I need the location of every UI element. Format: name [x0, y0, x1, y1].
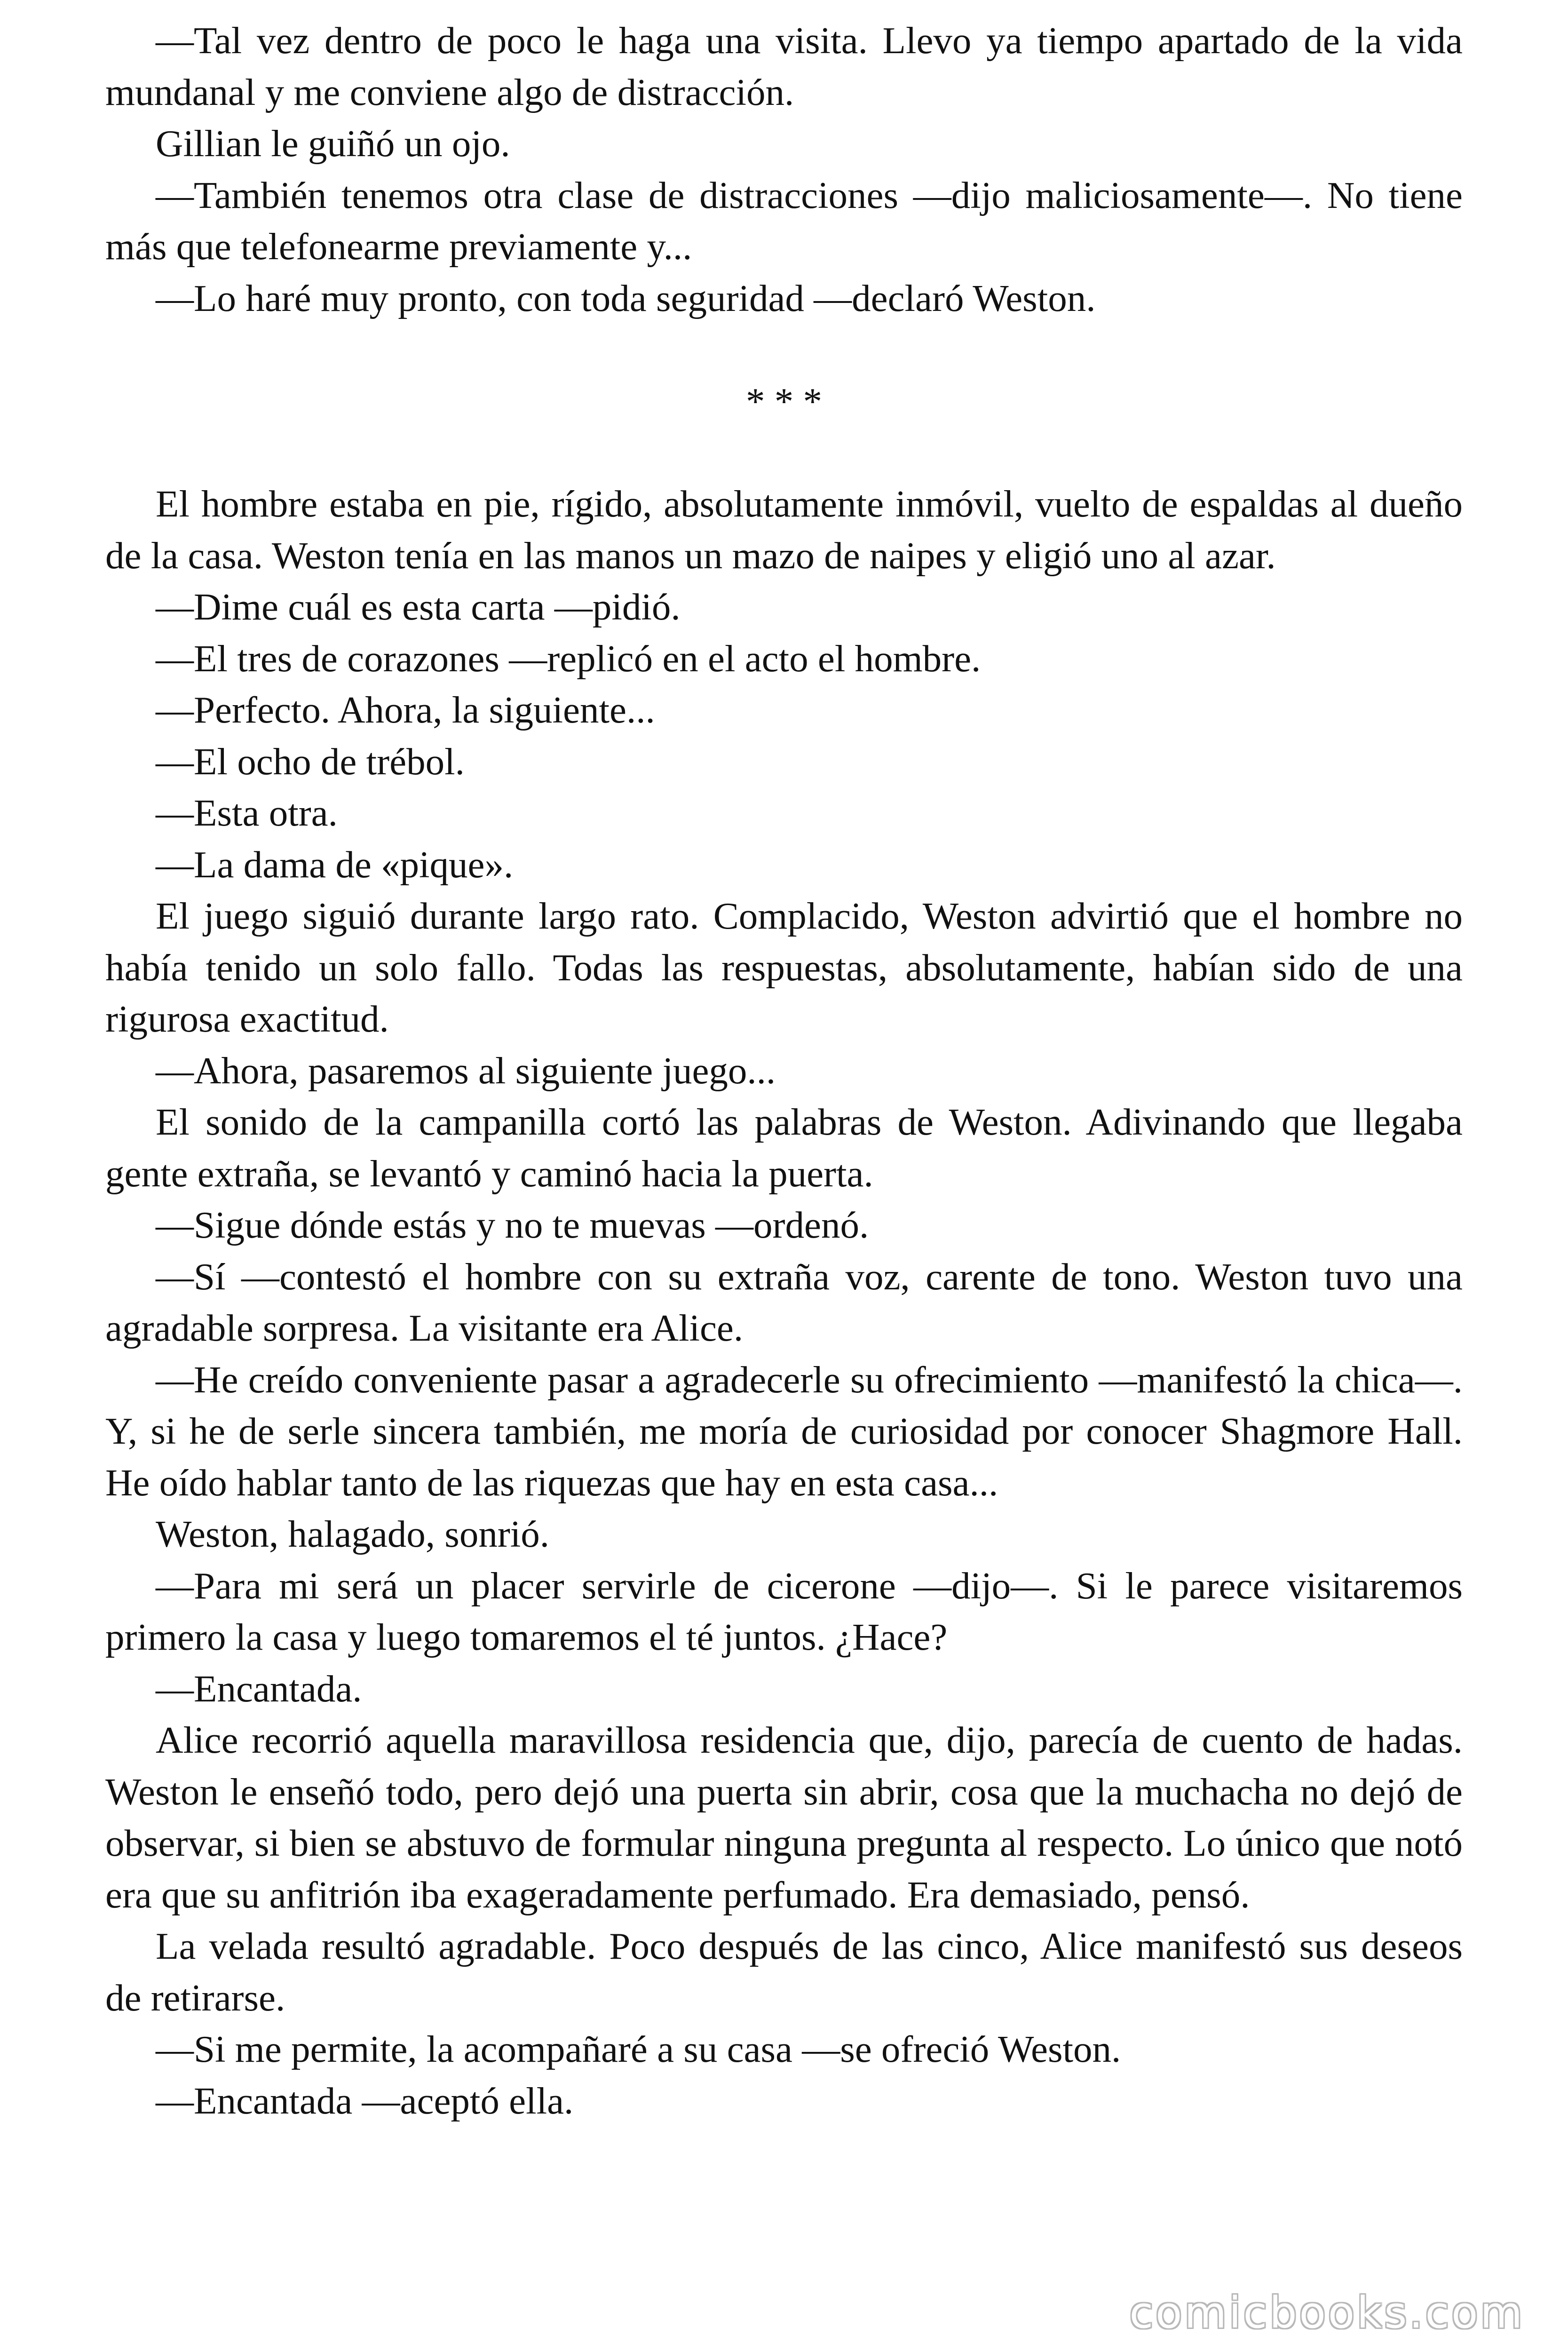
paragraph: —Sí —contestó el hombre con su extraña voz, carente de tono. Weston tuvo una agradable sorpresa. La visitante era Alice.: [105, 1255, 1463, 1349]
paragraph: —Perfecto. Ahora, la siguiente...: [156, 689, 655, 731]
paragraph: Weston, halagado, sonrió.: [156, 1513, 550, 1555]
paragraph: Alice recorrió aquella maravillosa residencia que, dijo, parecía de cuento de hadas. Weston le enseñó todo, pero dejó una puerta sin abrir, cosa que la muchacha no dejó de observar, si bien se abstuvo de formular ninguna pregunta al respecto. Lo único que notó era que su anfitrión iba exageradamente perfumado. Era demasiado, pensó.: [105, 1719, 1463, 1916]
paragraph: El hombre estaba en pie, rígido, absolutamente inmóvil, vuelto de espaldas al dueño de la casa. Weston tenía en las manos un mazo de naipes y eligió uno al azar.: [105, 483, 1463, 577]
paragraph: —También tenemos otra clase de distracciones —dijo maliciosamente—. No tiene más que telefonearme previamente y...: [105, 174, 1463, 268]
paragraph: —El ocho de trébol.: [156, 740, 465, 783]
paragraph: El juego siguió durante largo rato. Complacido, Weston advirtió que el hombre no había tenido un solo fallo. Todas las respuestas, absolutamente, habían sido de una rigurosa exactitud.: [105, 895, 1463, 1040]
paragraph: El sonido de la campanilla cortó las palabras de Weston. Adivinando que llegaba gente extraña, se levantó y caminó hacia la puerta.: [105, 1101, 1463, 1195]
paragraph: La velada resultó agradable. Poco después de las cinco, Alice manifestó sus deseos de retirarse.: [105, 1925, 1463, 2019]
paragraph: —He creído conveniente pasar a agradecerle su ofrecimiento —manifestó la chica—. Y, si he de serle sincera también, me moría de curiosidad por conocer Shagmore Hall. He oído hablar tanto de las riquezas que hay en esta casa...: [105, 1358, 1463, 1504]
paragraph: —El tres de corazones —replicó en el acto el hombre.: [156, 637, 981, 680]
site-watermark: comicbooks.com: [1129, 2288, 1525, 2338]
paragraph: —Encantada —aceptó ella.: [156, 2079, 574, 2122]
paragraph: —Si me permite, la acompañaré a su casa —se ofreció Weston.: [156, 2028, 1121, 2070]
body-text: [105, 15, 1463, 2127]
paragraph: —La dama de «pique».: [156, 843, 514, 886]
paragraph: —Tal vez dentro de poco le haga una visita. Llevo ya tiempo apartado de la vida mundanal y me conviene algo de distracción.: [105, 19, 1463, 113]
paragraph: —Lo haré muy pronto, con toda seguridad —declaró Weston.: [156, 277, 1096, 319]
paragraph: Gillian le guiñó un ojo.: [156, 122, 510, 165]
paragraph: —Esta otra.: [156, 792, 338, 834]
paragraph: —Ahora, pasaremos al siguiente juego...: [156, 1049, 776, 1092]
paragraph: —Dime cuál es esta carta —pidió.: [156, 586, 681, 628]
paragraph: —Sigue dónde estás y no te muevas —ordenó.: [156, 1204, 869, 1246]
section-separator: * * *: [746, 380, 822, 422]
paragraph: —Para mi será un placer servirle de cicerone —dijo—. Si le parece visitaremos primero la casa y luego tomaremos el té juntos. ¿Hace?: [105, 1564, 1463, 1658]
paragraph: —Encantada.: [156, 1667, 362, 1710]
